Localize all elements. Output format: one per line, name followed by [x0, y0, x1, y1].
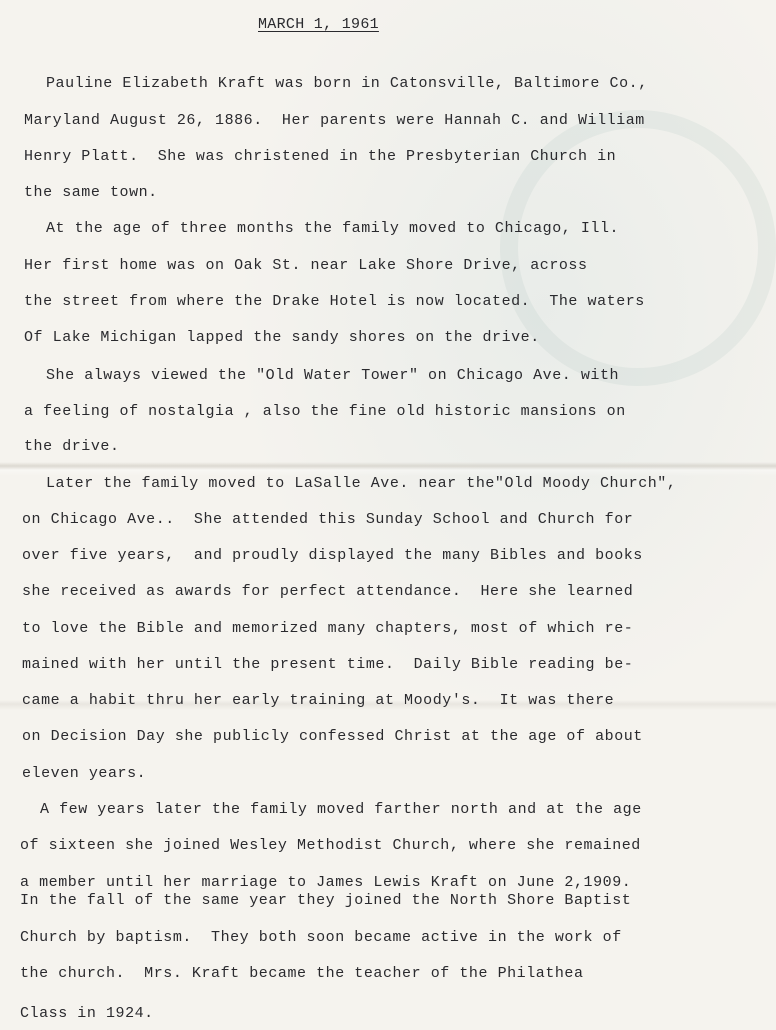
text-line: Maryland August 26, 1886. Her parents were Hannah C. and William	[24, 112, 645, 129]
text-line: the church. Mrs. Kraft became the teacher of the Philathea	[20, 965, 584, 982]
text-line: on Chicago Ave.. She attended this Sunday School and Church for	[22, 511, 634, 528]
text-line: eleven years.	[22, 765, 147, 782]
text-line: over five years, and proudly displayed the many Bibles and books	[22, 547, 643, 564]
text-line: In the fall of the same year they joined the North Shore Baptist	[20, 892, 632, 909]
document-date-title: MARCH 1, 1961	[258, 16, 379, 33]
text-line: the drive.	[24, 438, 120, 455]
text-line: mained with her until the present time. Daily Bible reading be-	[22, 656, 634, 673]
text-line: the same town.	[24, 184, 158, 201]
text-line: Henry Platt. She was christened in the Presbyterian Church in	[24, 148, 617, 165]
text-line: she received as awards for perfect attendance. Here she learned	[22, 583, 634, 600]
text-line: Pauline Elizabeth Kraft was born in Catonsville, Baltimore Co.,	[46, 75, 648, 92]
text-line: She always viewed the "Old Water Tower" on Chicago Ave. with	[46, 367, 620, 384]
text-line: on Decision Day she publicly confessed Christ at the age of about	[22, 728, 643, 745]
text-line: to love the Bible and memorized many chapters, most of which re-	[22, 620, 634, 637]
text-line: A few years later the family moved farther north and at the age	[40, 801, 642, 818]
text-line: Later the family moved to LaSalle Ave. near the"Old Moody Church",	[46, 475, 677, 492]
text-line: Class in 1924.	[20, 1005, 154, 1022]
text-line: the street from where the Drake Hotel is now located. The waters	[24, 293, 645, 310]
text-line: of sixteen she joined Wesley Methodist Church, where she remained	[20, 837, 641, 854]
text-line: came a habit thru her early training at Moody's. It was there	[22, 692, 615, 709]
text-line: Of Lake Michigan lapped the sandy shores on the drive.	[24, 329, 540, 346]
text-line: Her first home was on Oak St. near Lake Shore Drive, across	[24, 257, 588, 274]
text-line: Church by baptism. They both soon became active in the work of	[20, 929, 622, 946]
text-line: a member until her marriage to James Lewis Kraft on June 2,1909.	[20, 874, 632, 891]
text-line: a feeling of nostalgia , also the fine old historic mansions on	[24, 403, 626, 420]
text-line: At the age of three months the family moved to Chicago, Ill.	[46, 220, 620, 237]
